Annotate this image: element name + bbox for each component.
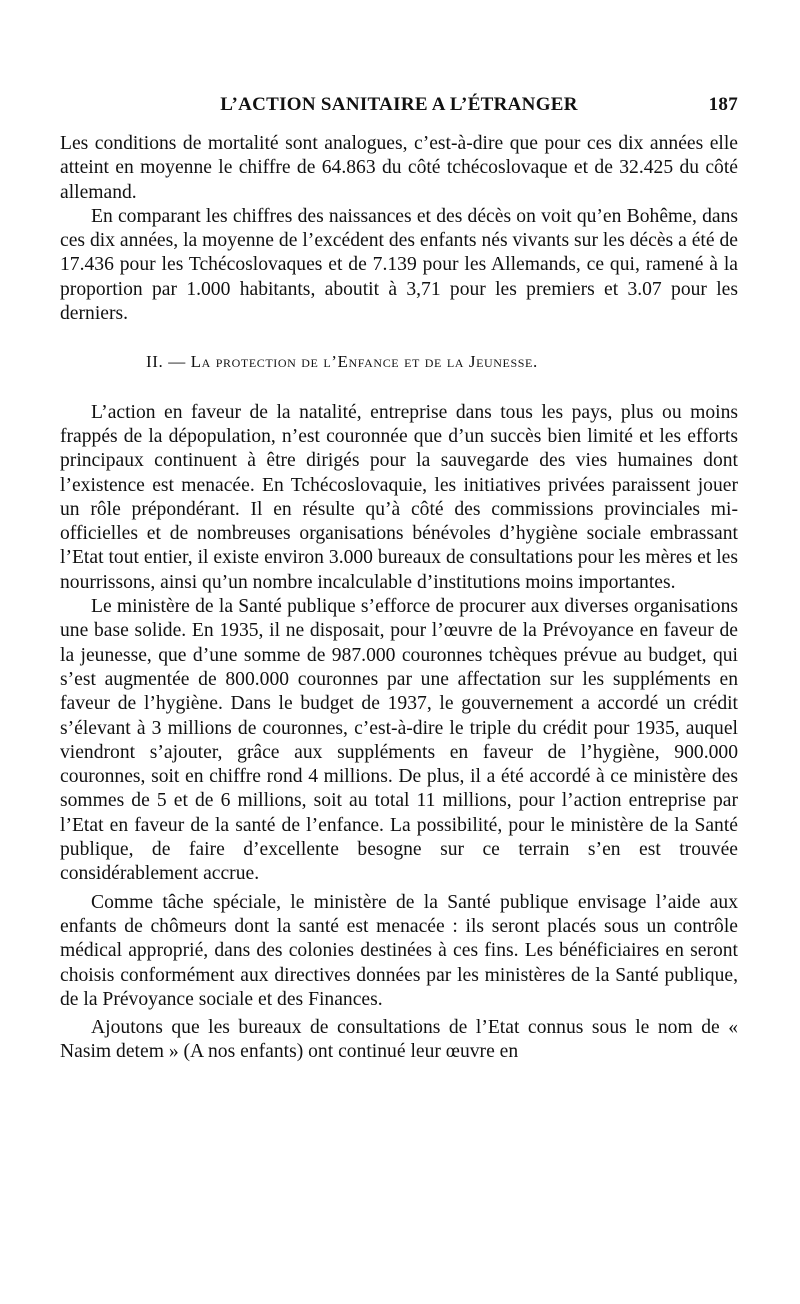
page-number: 187 <box>708 94 738 115</box>
paragraph-mortality-continued: Les conditions de mortalité sont analogues, c’est-à-dire que pour ces dix années elle atteint en moyenne le chiffre de 64.863 du côté tchécoslovaque et de 32.425 du côté allemand. <box>60 133 738 203</box>
paragraph-births-deaths-comparison: En comparant les chiffres des naissances et des décès on voit qu’en Bohême, dans ces dix années, la moyenne de l’excédent des enfants nés vivants sur les décès a été de 17.436 pour les Tchécoslovaques et de 7.139 pour les Allemands, ce qui, ramené à la proportion par 1.000 habitants, aboutit à 3,71 pour les premiers et 3.07 pour les derniers. <box>60 205 738 325</box>
paragraph-ministry-funding: Le ministère de la Santé publique s’efforce de procurer aux diverses organisations une base solide. En 1935, il ne disposait, pour l’œuvre de la Prévoyance en faveur de la jeunesse, que d’une somme de 987.000 couronnes tchèques prévue au budget, qui s’est augmentée de 800.000 couronnes par une affectation sur les suppléments en faveur de l’hygiène. Dans le budget de 1937, le gouvernement a accordé un crédit s’élevant à 3 millions de couronnes, c’est-à-dire le triple du crédit pour 1935, auquel viendront s’ajouter, grâce aux suppléments en faveur de l’hygiène, 900.000 couronnes, soit en chiffre rond 4 millions. De plus, il a été accordé à ce ministère des sommes de 5 et de 6 millions, soit au total 11 millions, pour l’action entreprise par l’Etat en faveur de la santé de l’enfance. La possibilité, pour le ministère de la Santé publique, de faire d’excellente besogne sur ce terrain s’en est trouvée considérablement accrue. <box>60 596 738 885</box>
page-header <box>60 88 738 122</box>
paragraph-special-task: Comme tâche spéciale, le ministère de la Santé publique envisage l’aide aux enfants de chômeurs dont la santé est menacée : ils seront placés sous un contrôle médical approprié, dans des colonies destinées à ces fins. Les bénéficiaires en seront choisis conformément aux directives données par les ministères de la Santé publique, de la Prévoyance sociale et des Finances. <box>60 891 738 1010</box>
section-heading: II. — La protection de l’Enfance et de la Jeunesse. <box>146 352 538 372</box>
paragraph-natality-action: L’action en faveur de la natalité, entreprise dans tous les pays, plus ou moins frappés de la dépopulation, n’est couronnée que d’un succès bien limité et les efforts principaux continuent à être dirigés pour la sauvegarde des vies humaines dont l’existence est menacée. En Tchécoslovaquie, les initiatives privées paraissent jouer un rôle prépondérant. Il en résulte qu’à côté des commissions provinciales mi-officielles et de nombreuses organisations bénévoles d’hygiène sociale embrassant l’Etat tout entier, il existe environ 3.000 bureaux de consultations pour les mères et les nourrissons, ainsi qu’un nombre incalculable d’institutions moins importantes. <box>60 401 738 593</box>
running-title: L’ACTION SANITAIRE A L’ÉTRANGER <box>220 94 578 115</box>
paragraph-consultation-bureaus: Ajoutons que les bureaux de consultations de l’Etat connus sous le nom de « Nasim detem » (A nos enfants) ont continué leur œuvre en <box>60 1017 738 1063</box>
body-text <box>60 132 738 1065</box>
book-page <box>60 88 738 1288</box>
